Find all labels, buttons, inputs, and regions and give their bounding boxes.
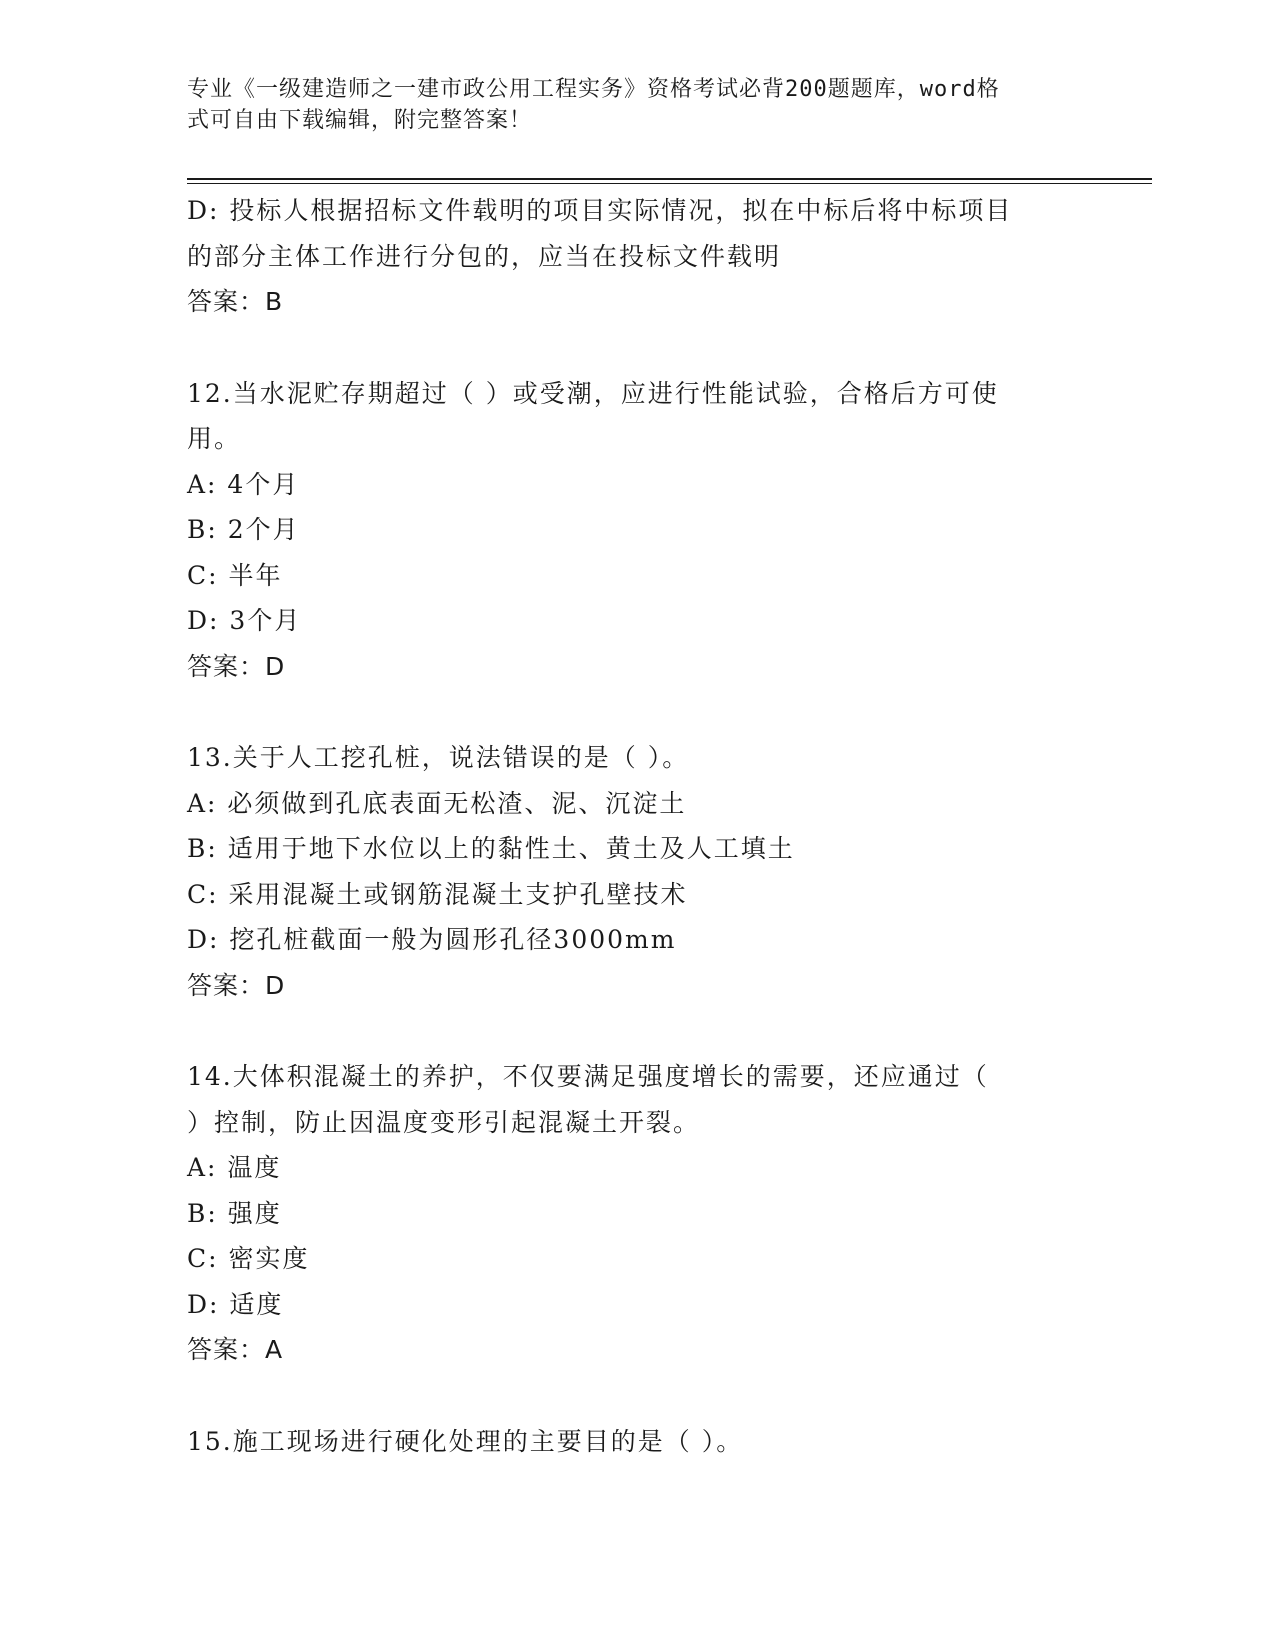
- option-d-continued: 的部分主体工作进行分包的，应当在投标文件载明: [187, 241, 782, 271]
- option-b: B: 2个月: [187, 515, 300, 544]
- option-c: C: 采用混凝土或钢筋混凝土支护孔壁技术: [187, 879, 688, 909]
- option-d: D: 挖孔桩截面一般为圆形孔径3000mm: [187, 925, 677, 954]
- option-b: B: 强度: [187, 1198, 282, 1228]
- option-c: C: 密实度: [187, 1244, 310, 1273]
- spacer: [187, 325, 1087, 371]
- spacer: [187, 1008, 1087, 1054]
- header-line-1: 专业《一级建造师之一建市政公用工程实务》资格考试必背200题题库，word格: [187, 77, 1000, 102]
- answer: 答案：A: [187, 1335, 284, 1364]
- document-header: [187, 74, 1067, 136]
- option-c: C: 半年: [187, 560, 283, 590]
- question-stem-continued: 用。: [187, 424, 242, 453]
- question-stem: 12.当水泥贮存期超过（ ）或受潮，应进行性能试验，合格后方可使: [187, 378, 999, 408]
- question-11-tail: [187, 188, 1087, 325]
- spacer: [187, 689, 1087, 735]
- answer: 答案：D: [187, 970, 286, 1000]
- header-rule-thick: [187, 178, 1152, 180]
- question-12: [187, 371, 1087, 690]
- option-a: A: 必须做到孔底表面无松渣、泥、沉淀土: [187, 788, 687, 818]
- question-stem: 13.关于人工挖孔桩，说法错误的是（ ）。: [187, 743, 690, 772]
- option-b: B: 适用于地下水位以上的黏性土、黄土及人工填土: [187, 834, 795, 863]
- option-d: D: 3个月: [187, 606, 302, 635]
- header-line-2: 式可自由下载编辑，附完整答案！: [187, 108, 533, 133]
- question-14: [187, 1054, 1087, 1373]
- option-d: D: 适度: [187, 1289, 284, 1319]
- answer: 答案：B: [187, 287, 284, 316]
- spacer: [187, 1373, 1087, 1419]
- question-stem: 14.大体积混凝土的养护，不仅要满足强度增长的需要，还应通过（: [187, 1062, 989, 1091]
- question-15: [187, 1419, 1087, 1465]
- option-d: D: 投标人根据招标文件载明的项目实际情况，拟在中标后将中标项目: [187, 196, 1013, 225]
- answer: 答案：D: [187, 651, 286, 681]
- question-stem: 15.施工现场进行硬化处理的主要目的是（ ）。: [187, 1426, 744, 1456]
- header-rule-thin: [187, 183, 1152, 184]
- option-a: A: 温度: [187, 1153, 282, 1182]
- document-body: [187, 188, 1087, 1464]
- question-stem-continued: ）控制，防止因温度变形引起混凝土开裂。: [187, 1107, 701, 1137]
- option-a: A: 4个月: [187, 469, 300, 499]
- question-13: [187, 735, 1087, 1008]
